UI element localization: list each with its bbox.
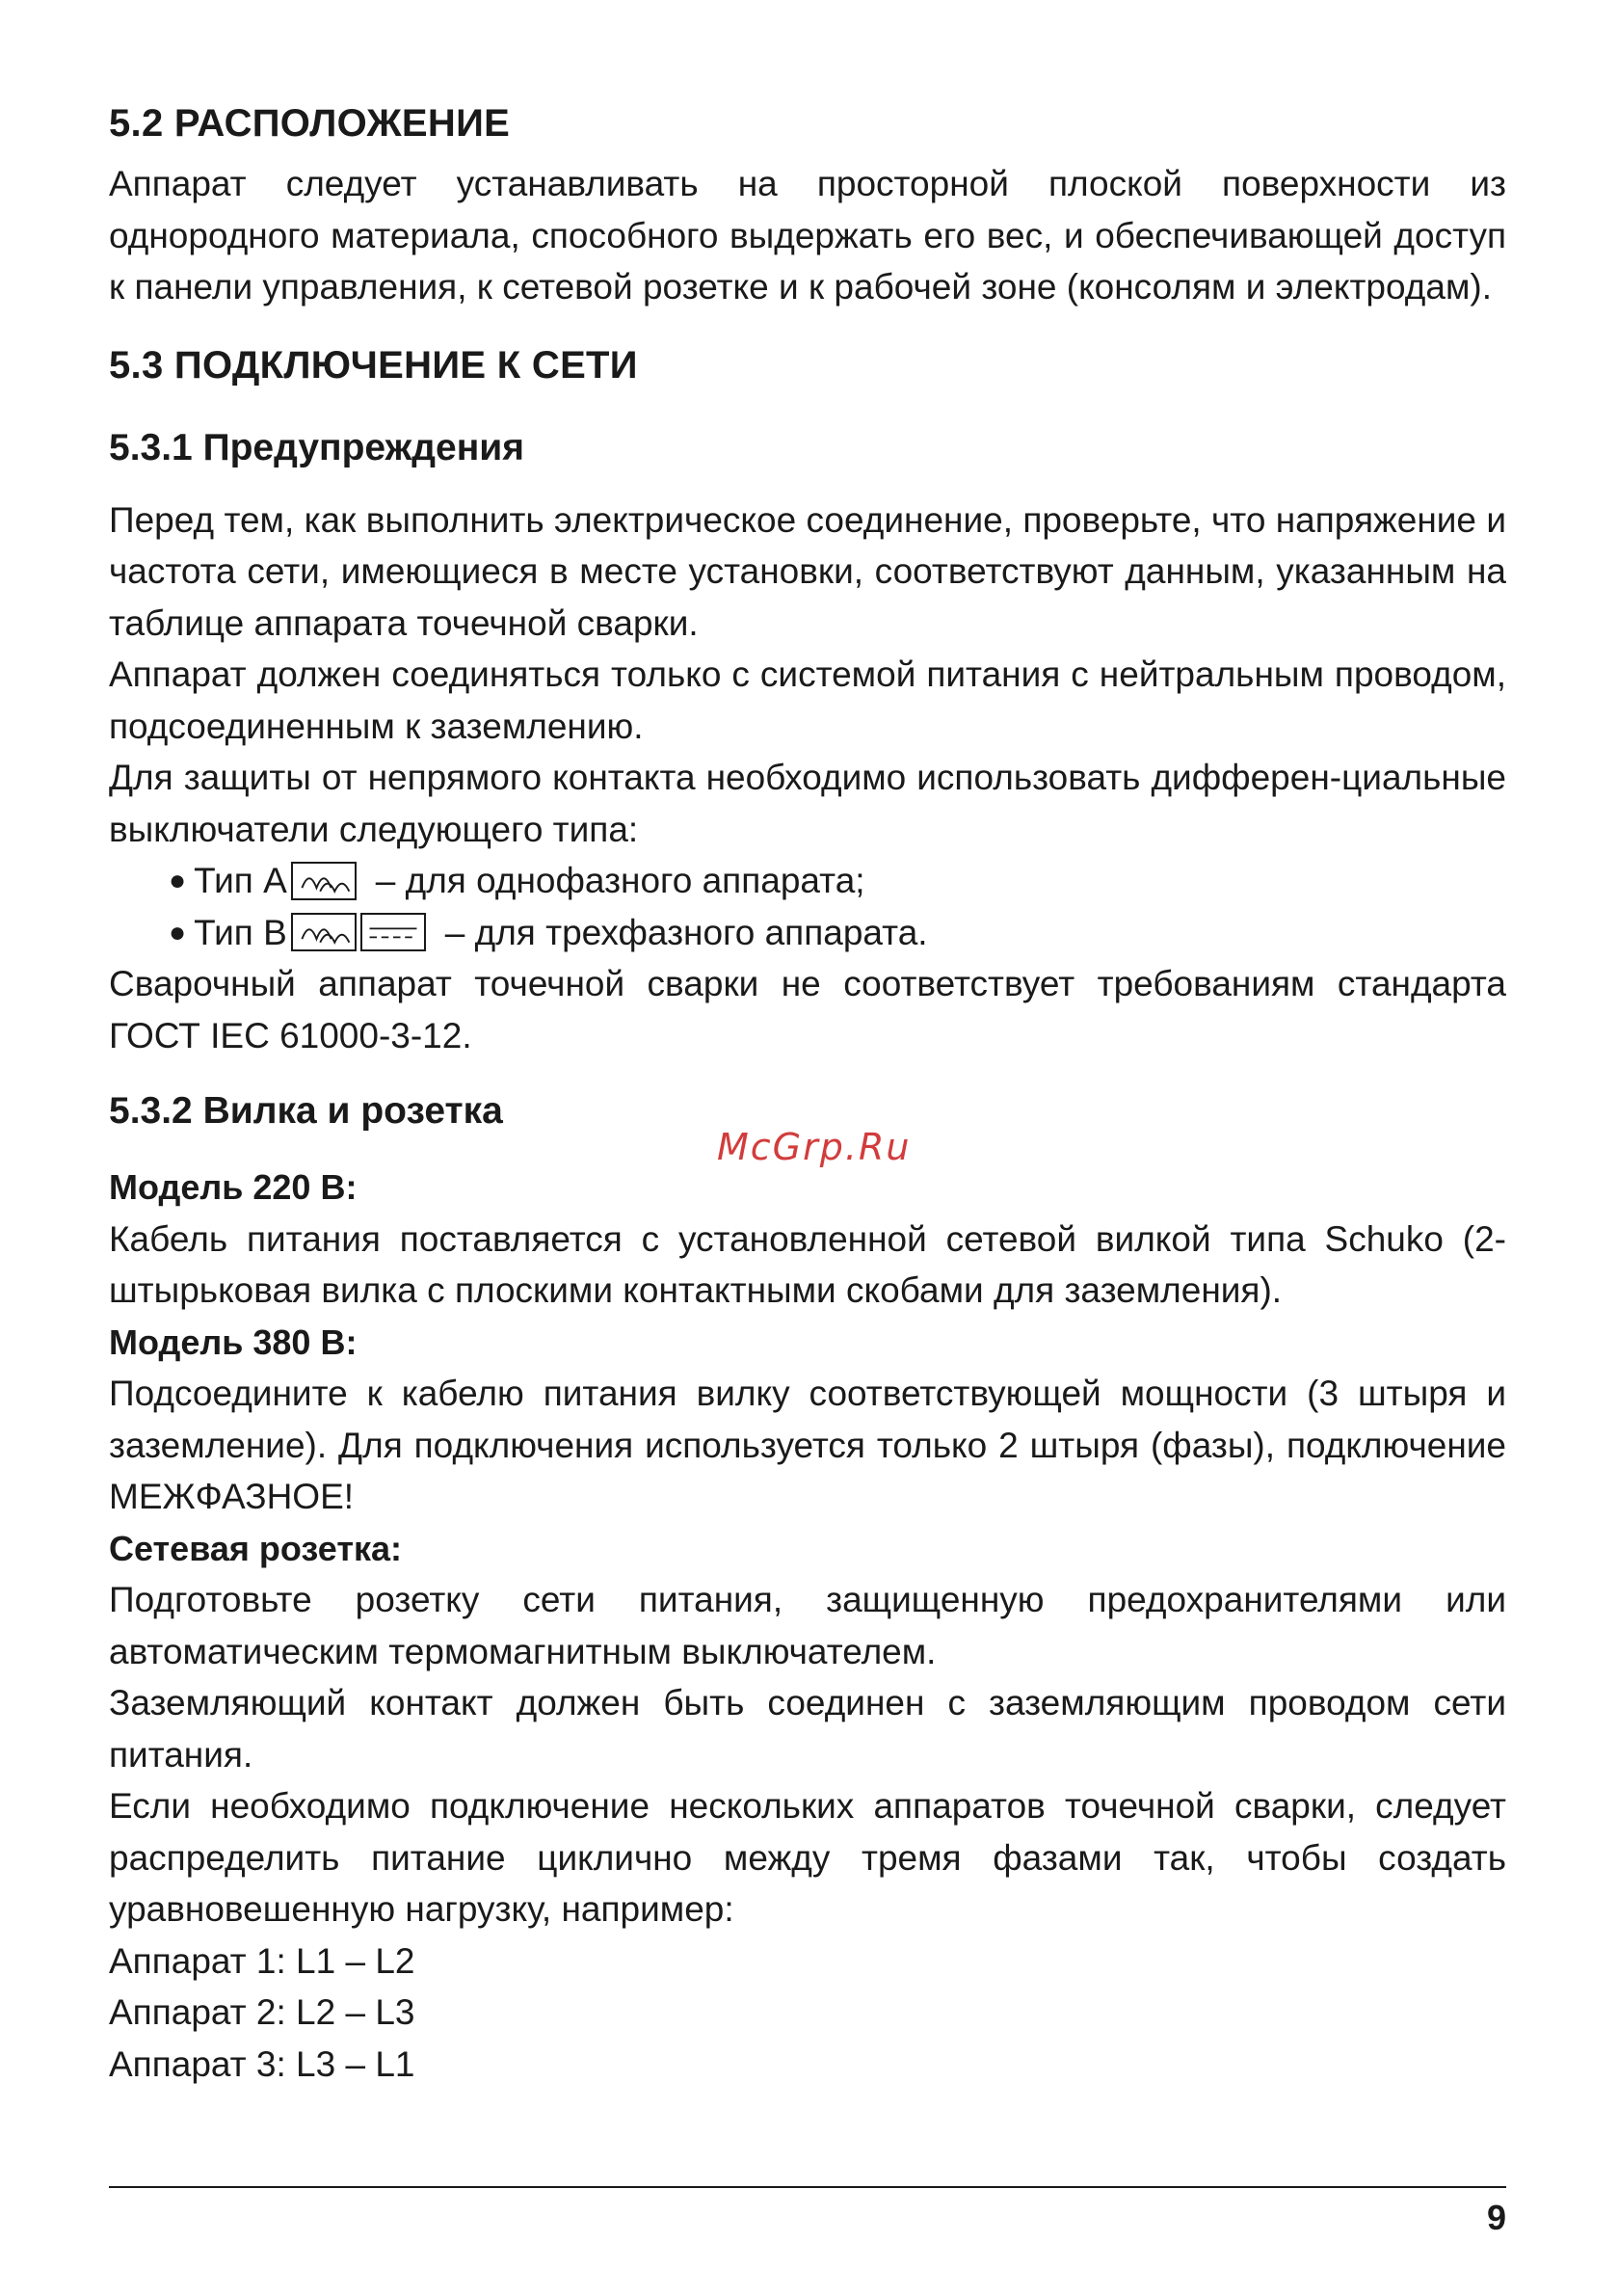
section-5-2-paragraph: Аппарат следует устанавливать на просторной плоской поверхности из однородного материала, способного выдержать его вес, и обеспечивающей доступ к панели управления, к сетевой розетке и к рабочей зоне (консолям и электродам). — [109, 164, 1506, 307]
section-5-3-1-heading: 5.3.1 Предупреждения — [109, 426, 524, 468]
warning-paragraph-2: Аппарат должен соединяться только с системой питания с нейтральным проводом, подсоединенным к заземлению. — [109, 654, 1506, 746]
page-number: 9 — [1486, 2198, 1506, 2237]
device-3-line: Аппарат 3: L3 – L1 — [109, 2043, 415, 2084]
ac-pulsating-symbol-icon — [291, 913, 357, 951]
bullet-a-prefix: Тип А — [194, 861, 287, 900]
ac-pulsating-symbol-icon — [291, 862, 357, 900]
bullet-type-a — [109, 855, 1506, 907]
device-1-line: Аппарат 1: L1 – L2 — [109, 1940, 415, 1981]
model-380-text: Подсоедините к кабелю питания вилку соответствующей мощности (3 штыря и заземление). Для подключения используется только 2 штыря (фазы), подключение МЕЖФАЗНОЕ! — [109, 1374, 1506, 1516]
model-220-label: Модель 220 В: — [109, 1167, 358, 1207]
bullet-dot: ● — [169, 865, 187, 896]
page-content — [109, 93, 1506, 2090]
socket-paragraph-3: Если необходимо подключение нескольких аппаратов точечной сварки, следует распределить питание циклично между тремя фазами так, чтобы создать уравновешенную нагрузку, например: — [109, 1786, 1506, 1929]
watermark-text: McGrp.Ru — [717, 1126, 912, 1168]
dc-symbol-icon — [360, 913, 426, 951]
bullet-a-suffix: – для однофазного аппарата; — [375, 861, 865, 900]
socket-label: Сетевая розетка: — [109, 1528, 403, 1568]
section-5-3-heading: 5.3 ПОДКЛЮЧЕНИЕ К СЕТИ — [109, 343, 638, 387]
section-5-2-heading: 5.2 РАСПОЛОЖЕНИЕ — [109, 102, 511, 145]
section-5-3-2-heading: 5.3.2 Вилка и розетка — [109, 1090, 503, 1132]
bullet-type-b — [109, 907, 1506, 959]
device-2-line: Аппарат 2: L2 – L3 — [109, 1992, 415, 2032]
model-220-text: Кабель питания поставляется с установленной сетевой вилкой типа Schuko (2-штырьковая вилка с плоскими контактными скобами для заземления). — [109, 1218, 1506, 1310]
warning-paragraph-4: Сварочный аппарат точечной сварки не соответствует требованиям стандарта ГОСТ IEC 61000-3-12. — [109, 964, 1506, 1055]
footer-divider — [109, 2186, 1506, 2188]
model-380-label: Модель 380 В: — [109, 1322, 358, 1362]
warning-paragraph-3: Для защиты от непрямого контакта необходимо использовать дифферен-циальные выключатели следующего типа: — [109, 758, 1506, 849]
socket-paragraph-1: Подготовьте розетку сети питания, защищенную предохранителями или автоматическим термомагнитным выключателем. — [109, 1580, 1506, 1671]
socket-paragraph-2: Заземляющий контакт должен быть соединен с заземляющим проводом сети питания. — [109, 1683, 1506, 1775]
warning-paragraph-1: Перед тем, как выполнить электрическое соединение, проверьте, что напряжение и частота сети, имеющиеся в месте установки, соответствуют данным, указанным на таблице аппарата точечной сварки. — [109, 499, 1506, 643]
bullet-b-suffix: – для трехфазного аппарата. — [444, 912, 928, 952]
bullet-b-prefix: Тип В — [194, 912, 287, 952]
bullet-dot: ● — [169, 916, 187, 948]
